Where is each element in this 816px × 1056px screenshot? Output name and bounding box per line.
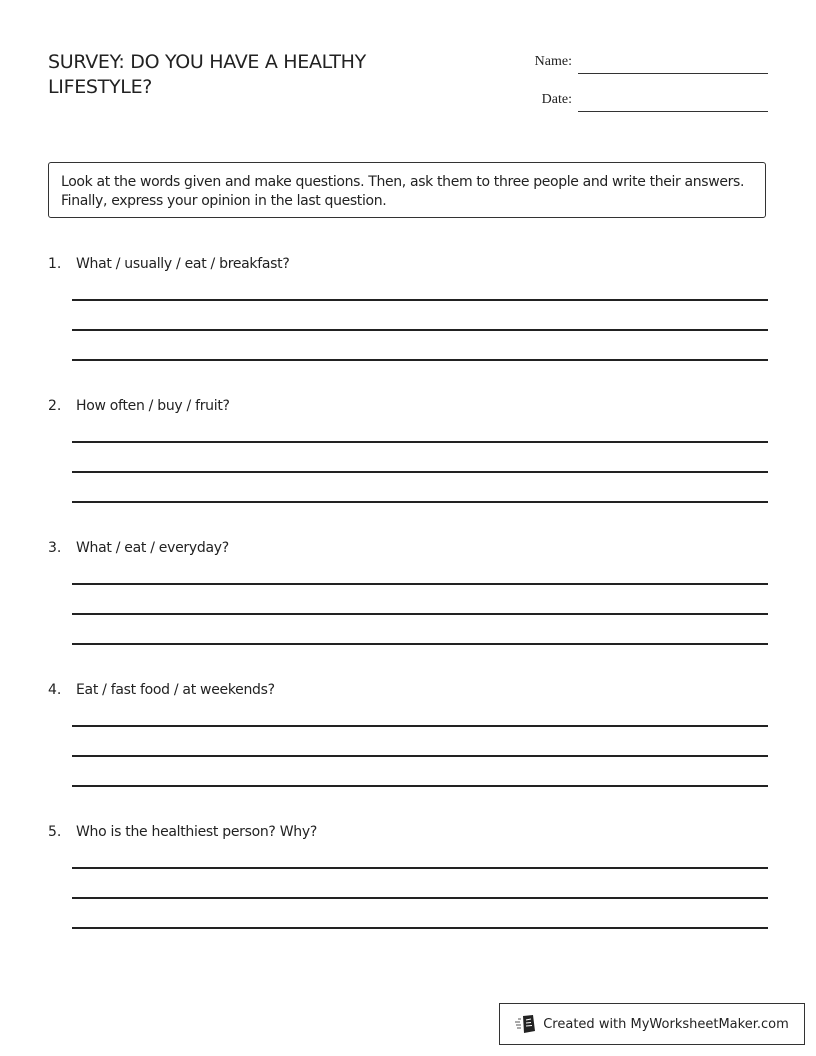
- question-number: 1.: [48, 256, 62, 272]
- footer-credit[interactable]: [499, 1003, 805, 1045]
- date-field[interactable]: [500, 88, 768, 112]
- date-line[interactable]: [578, 111, 768, 112]
- question-text: How often / buy / fruit?: [76, 398, 230, 414]
- name-label: Name:: [534, 54, 572, 69]
- name-line[interactable]: [578, 73, 768, 74]
- question-text: What / eat / everyday?: [76, 540, 229, 556]
- question-3: [48, 540, 768, 650]
- date-label: Date:: [541, 92, 572, 107]
- question-2: [48, 398, 768, 508]
- question-number: 2.: [48, 398, 62, 414]
- instructions-box: Look at the words given and make questions. Then, ask them to three people and write their answers. Finally, express your opinion in the last question.: [48, 162, 766, 218]
- question-number: 4.: [48, 682, 62, 698]
- question-4: [48, 682, 768, 792]
- answer-line[interactable]: [72, 755, 768, 757]
- answer-line[interactable]: [72, 299, 768, 301]
- question-number: 3.: [48, 540, 62, 556]
- answer-line[interactable]: [72, 471, 768, 473]
- answer-line[interactable]: [72, 329, 768, 331]
- credit-text: Created with MyWorksheetMaker.com: [543, 1016, 789, 1032]
- question-1: [48, 256, 768, 366]
- answer-line[interactable]: [72, 927, 768, 929]
- question-text: Eat / fast food / at weekends?: [76, 682, 275, 698]
- name-field[interactable]: [500, 50, 768, 74]
- question-text: Who is the healthiest person? Why?: [76, 824, 317, 840]
- question-text: What / usually / eat / breakfast?: [76, 256, 290, 272]
- answer-line[interactable]: [72, 897, 768, 899]
- answer-line[interactable]: [72, 725, 768, 727]
- answer-line[interactable]: [72, 643, 768, 645]
- answer-line[interactable]: [72, 441, 768, 443]
- question-5: [48, 824, 768, 934]
- answer-line[interactable]: [72, 359, 768, 361]
- page-title: SURVEY: DO YOU HAVE A HEALTHY LIFESTYLE?: [48, 51, 366, 98]
- question-number: 5.: [48, 824, 62, 840]
- answer-line[interactable]: [72, 501, 768, 503]
- answer-line[interactable]: [72, 867, 768, 869]
- answer-line[interactable]: [72, 583, 768, 585]
- answer-line[interactable]: [72, 785, 768, 787]
- answer-line[interactable]: [72, 613, 768, 615]
- worksheet-logo-icon: [515, 1014, 537, 1034]
